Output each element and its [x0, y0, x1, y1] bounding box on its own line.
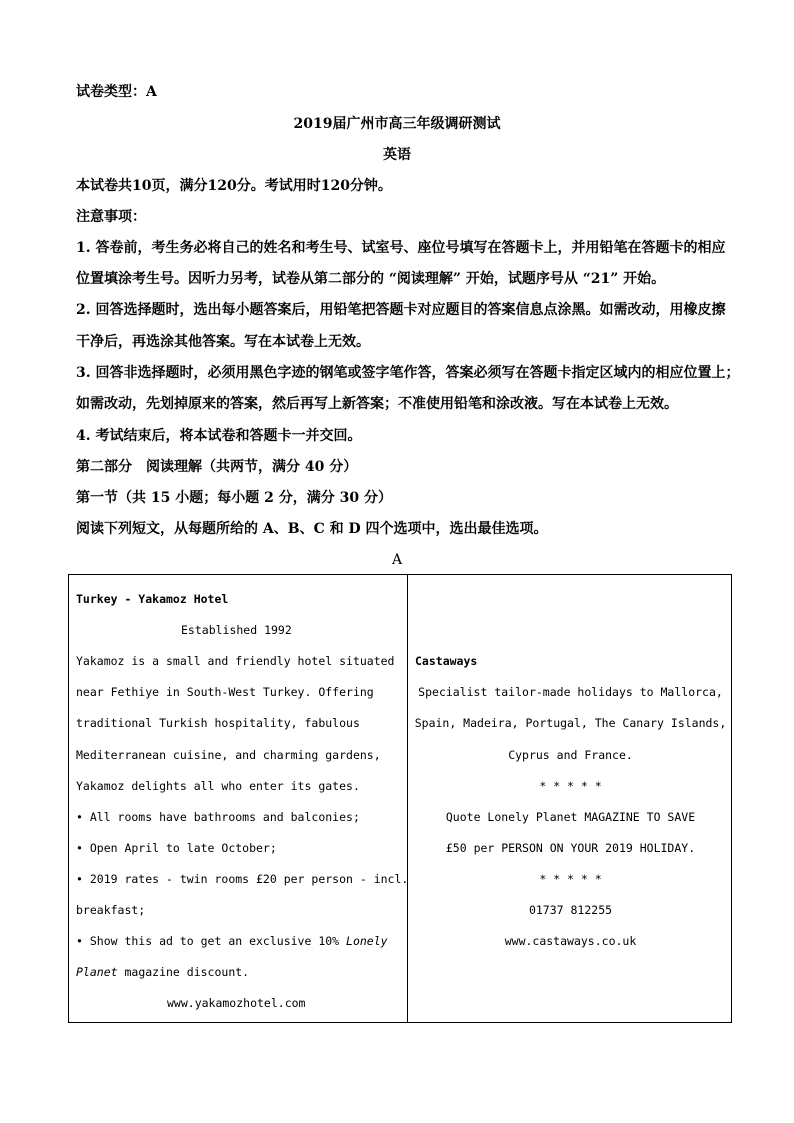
note-line: 1. 答卷前，考生务必将自己的姓名和考生号、试室号、座位号填写在答题卡上，并用铅笔在答题卡的相应	[76, 240, 726, 256]
ads-table	[68, 574, 732, 1023]
castaways-phone: 01737 812255	[528, 903, 613, 917]
note-line: 干净后，再选涂其他答案。写在本试卷上无效。	[76, 334, 370, 350]
castaways-desc-line: Specialist tailor-made holidays to Mallorca,	[418, 685, 723, 699]
castaways-quote-line: Quote Lonely Planet MAGAZINE TO SAVE	[445, 810, 696, 824]
yakamoz-bullet: • 2019 rates - twin rooms £20 per person - incl.	[76, 872, 409, 886]
table-divider	[407, 575, 408, 1022]
discount-text: magazine discount.	[117, 965, 250, 979]
castaways-desc-line: Spain, Madeira, Portugal, The Canary Islands,	[414, 716, 727, 730]
exam-title: 2019届广州市高三年级调研测试	[293, 116, 501, 132]
yakamoz-website: www.yakamozhotel.com	[167, 996, 306, 1010]
castaways-quote-line: £50 per PERSON ON YOUR 2019 HOLIDAY.	[445, 841, 696, 855]
yakamoz-discount-line-2	[76, 964, 249, 980]
yakamoz-body-line: near Fethiye in South-West Turkey. Offering	[76, 685, 374, 699]
section-instruction: 阅读下列短文，从每题所给的 A、B、C 和 D 四个选项中，选出最佳选项。	[76, 521, 548, 537]
castaways-stars: * * * * *	[539, 872, 602, 886]
notes-heading: 注意事项：	[76, 209, 146, 225]
passage-label: A	[391, 552, 403, 568]
yakamoz-discount-line	[76, 933, 388, 949]
section-part: 第二部分 阅读理解（共两节，满分 40 分）	[76, 459, 358, 475]
castaways-desc-line: Cyprus and France.	[508, 748, 633, 762]
exam-info: 本试卷共10页，满分120分。考试用时120分钟。	[76, 178, 392, 194]
yakamoz-bullet: • Open April to late October;	[76, 841, 277, 855]
castaways-website: www.castaways.co.uk	[504, 934, 637, 948]
subject-title: 英语	[383, 147, 411, 163]
castaways-title: Castaways	[415, 654, 478, 668]
yakamoz-bullet: breakfast;	[76, 903, 146, 917]
note-line: 如需改动，先划掉原来的答案，然后再写上新答案；不准使用铅笔和涂改液。写在本试卷上无效。	[76, 396, 678, 412]
discount-em: Lonely	[346, 934, 388, 948]
yakamoz-title: Turkey - Yakamoz Hotel	[76, 592, 229, 606]
discount-text: • Show this ad to get an exclusive 10%	[76, 934, 347, 948]
yakamoz-body-line: Yakamoz is a small and friendly hotel situated	[76, 654, 395, 668]
note-line: 位置填涂考生号。因听力另考，试卷从第二部分的 “阅读理解” 开始，试题序号从 “21” 开始。	[76, 271, 666, 287]
yakamoz-bullet: • All rooms have bathrooms and balconies;	[76, 810, 360, 824]
discount-em: Planet	[76, 965, 118, 979]
yakamoz-body-line: Mediterranean cuisine, and charming gardens,	[76, 748, 381, 762]
note-line: 2. 回答选择题时，选出每小题答案后，用铅笔把答题卡对应题目的答案信息点涂黑。如需改动，用橡皮擦	[76, 302, 726, 318]
yakamoz-established: Established 1992	[181, 623, 292, 637]
yakamoz-body-line: traditional Turkish hospitality, fabulous	[76, 716, 360, 730]
paper-type: 试卷类型：A	[76, 84, 157, 100]
note-line: 3. 回答非选择题时，必须用黑色字迹的钢笔或签字笔作答，答案必须写在答题卡指定区域内的相应位置上；	[76, 365, 740, 381]
note-line: 4. 考试结束后，将本试卷和答题卡一并交回。	[76, 428, 362, 444]
yakamoz-body-line: Yakamoz delights all who enter its gates.	[76, 779, 360, 793]
castaways-stars: * * * * *	[539, 779, 602, 793]
section-subsection: 第一节（共 15 小题；每小题 2 分，满分 30 分）	[76, 490, 392, 506]
